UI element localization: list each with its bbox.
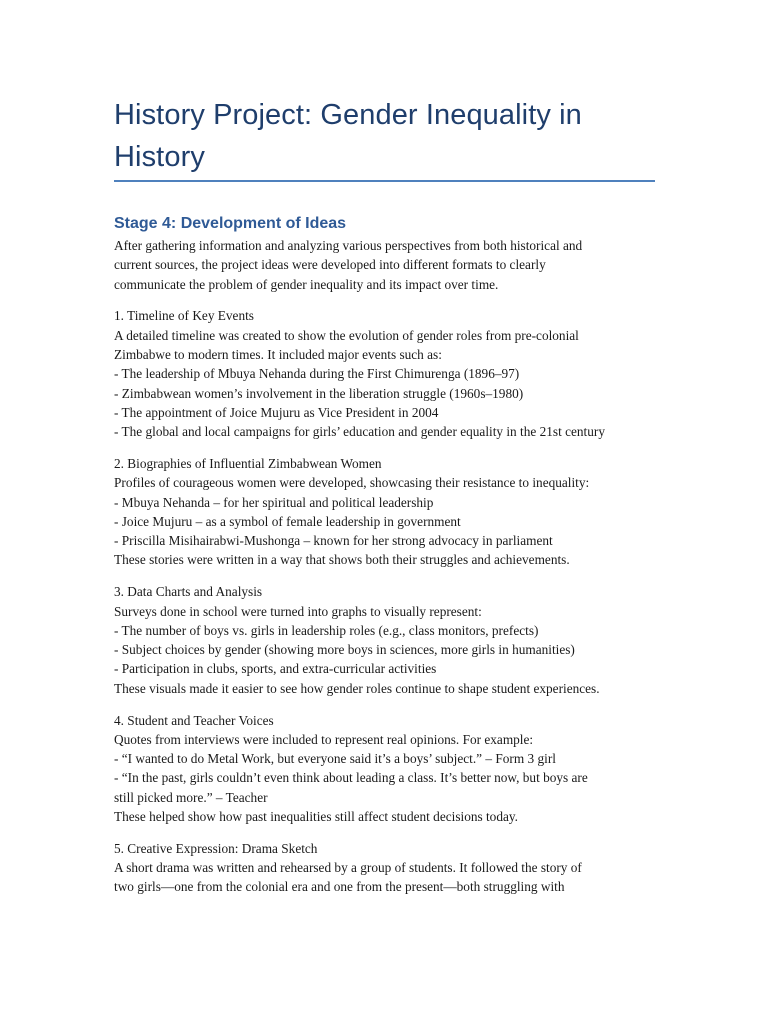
list-item: - Joice Mujuru – as a symbol of female leadership in government [114,513,461,529]
list-item: - “In the past, girls couldn’t even think about leading a class. It’s better now, but boys are [114,770,588,786]
text-line: These stories were written in a way that shows both their struggles and achievements. [114,552,570,568]
subsection-heading: 4. Student and Teacher Voices [114,712,274,728]
text-line: Profiles of courageous women were developed, showcasing their resistance to inequality: [114,475,590,491]
list-item: - The number of boys vs. girls in leadership roles (e.g., class monitors, prefects) [114,622,539,638]
text-line: These visuals made it easier to see how gender roles continue to shape student experiences. [114,680,600,696]
text-line: still picked more.” – Teacher [114,789,268,805]
title-divider [114,180,655,182]
list-item: - Subject choices by gender (showing more boys in sciences, more girls in humanities) [114,642,575,658]
page-title [114,94,654,178]
text-line: These helped show how past inequalities still affect student decisions today. [114,809,518,825]
data-charts-section [114,582,659,698]
subsection-heading: 3. Data Charts and Analysis [114,584,263,600]
subsection-heading: 1. Timeline of Key Events [114,308,254,324]
list-item: - Participation in clubs, sports, and extra-curricular activities [114,661,437,677]
subsection-heading: 5. Creative Expression: Drama Sketch [114,840,318,856]
timeline-section [114,306,659,441]
voices-section [114,711,659,827]
intro-paragraph [114,236,659,294]
title-line: History [114,141,205,173]
text-line: Surveys done in school were turned into graphs to visually represent: [114,603,482,619]
drama-section [114,839,659,897]
list-item: - Mbuya Nehanda – for her spiritual and political leadership [114,494,434,510]
text-line: current sources, the project ideas were developed into different formats to clearly [114,257,546,273]
list-item: - Priscilla Misihairabwi-Mushonga – known for her strong advocacy in parliament [114,533,553,549]
list-item: - The leadership of Mbuya Nehanda during the First Chimurenga (1896–97) [114,366,520,382]
text-line: two girls—one from the colonial era and one from the present—both struggling with [114,879,565,895]
section-heading: Stage 4: Development of Ideas [114,215,347,232]
document-body [114,236,659,909]
text-line: communicate the problem of gender inequality and its impact over time. [114,276,499,292]
text-line: A short drama was written and rehearsed by a group of students. It followed the story of [114,860,582,876]
text-line: Quotes from interviews were included to represent real opinions. For example: [114,731,534,747]
title-line: History Project: Gender Inequality in [114,99,582,131]
list-item: - “I wanted to do Metal Work, but everyone said it’s a boys’ subject.” – Form 3 girl [114,751,556,767]
list-item: - Zimbabwean women’s involvement in the liberation struggle (1960s–1980) [114,385,524,401]
list-item: - The appointment of Joice Mujuru as Vice President in 2004 [114,404,439,420]
list-item: - The global and local campaigns for girls’ education and gender equality in the 21st century [114,424,605,440]
text-line: Zimbabwe to modern times. It included major events such as: [114,346,442,362]
subsection-heading: 2. Biographies of Influential Zimbabwean Women [114,455,382,471]
text-line: A detailed timeline was created to show the evolution of gender roles from pre-colonial [114,327,579,343]
text-line: After gathering information and analyzing various perspectives from both historical and [114,238,583,253]
biographies-section [114,454,659,570]
